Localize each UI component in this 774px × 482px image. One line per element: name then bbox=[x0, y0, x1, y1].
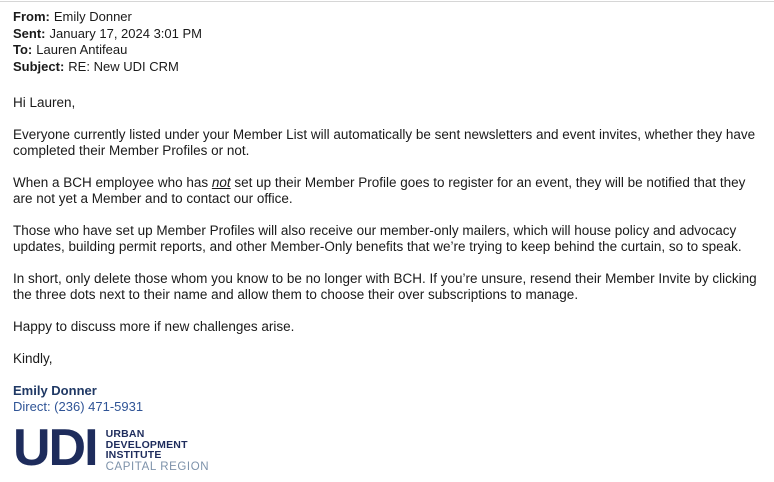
paragraph-2-text-after: set up their Member Profile goes to register for an event, they will be notified that they are not yet a Member and to contact our office. bbox=[13, 175, 746, 206]
logo-line-development: DEVELOPMENT bbox=[105, 438, 188, 451]
header-row-to bbox=[13, 42, 762, 59]
top-divider bbox=[0, 1, 774, 2]
udi-logo-acronym: UDI bbox=[13, 419, 97, 477]
sent-label: Sent: bbox=[13, 25, 46, 41]
subject-label: Subject: bbox=[13, 58, 65, 74]
email-header bbox=[13, 9, 762, 75]
signature-phone: Direct: (236) 471-5931 bbox=[13, 399, 144, 414]
header-row-sent bbox=[13, 26, 762, 43]
greeting: Hi Lauren, bbox=[13, 95, 76, 110]
paragraph-5: Happy to discuss more if new challenges arise. bbox=[13, 319, 295, 334]
udi-logo-wordmark bbox=[106, 429, 210, 473]
paragraph-4: In short, only delete those whom you know to be no longer with BCH. If you’re unsure, resend their Member Invite by clicking the three dots next to their name and allow them to choose their over subscriptions to manage. bbox=[13, 271, 757, 302]
logo-line-institute: INSTITUTE bbox=[105, 449, 162, 461]
signature-name: Emily Donner bbox=[13, 383, 97, 398]
header-row-subject bbox=[13, 59, 762, 76]
paragraph-2-text-before: When a BCH employee who has bbox=[13, 175, 212, 190]
from-label: From: bbox=[13, 9, 50, 24]
to-value: Lauren Antifeau bbox=[36, 42, 128, 57]
sent-value: January 17, 2024 3:01 PM bbox=[49, 25, 202, 41]
paragraph-2-emphasis-not: not bbox=[211, 175, 231, 190]
paragraph-2 bbox=[13, 175, 765, 207]
header-row-from bbox=[13, 9, 762, 26]
signature-block bbox=[13, 383, 762, 415]
logo-line-urban: URBAN bbox=[105, 428, 145, 440]
paragraph-3: Those who have set up Member Profiles will also receive our member-only mailers, which will house policy and advocacy updates, building permit reports, and other Member-Only benefits that we’re trying to keep behind the curtain, so to speak. bbox=[13, 223, 742, 254]
subject-value: RE: New UDI CRM bbox=[68, 58, 179, 74]
logo-line-capital-region: CAPITAL REGION bbox=[105, 460, 210, 473]
udi-logo bbox=[13, 419, 762, 477]
closing: Kindly, bbox=[13, 351, 53, 366]
email-body bbox=[13, 95, 765, 367]
paragraph-1: Everyone currently listed under your Member List will automatically be sent newsletters and event invites, whether they have completed their Member Profiles or not. bbox=[13, 127, 756, 158]
from-value: Emily Donner bbox=[53, 9, 132, 24]
to-label: To: bbox=[13, 42, 33, 57]
